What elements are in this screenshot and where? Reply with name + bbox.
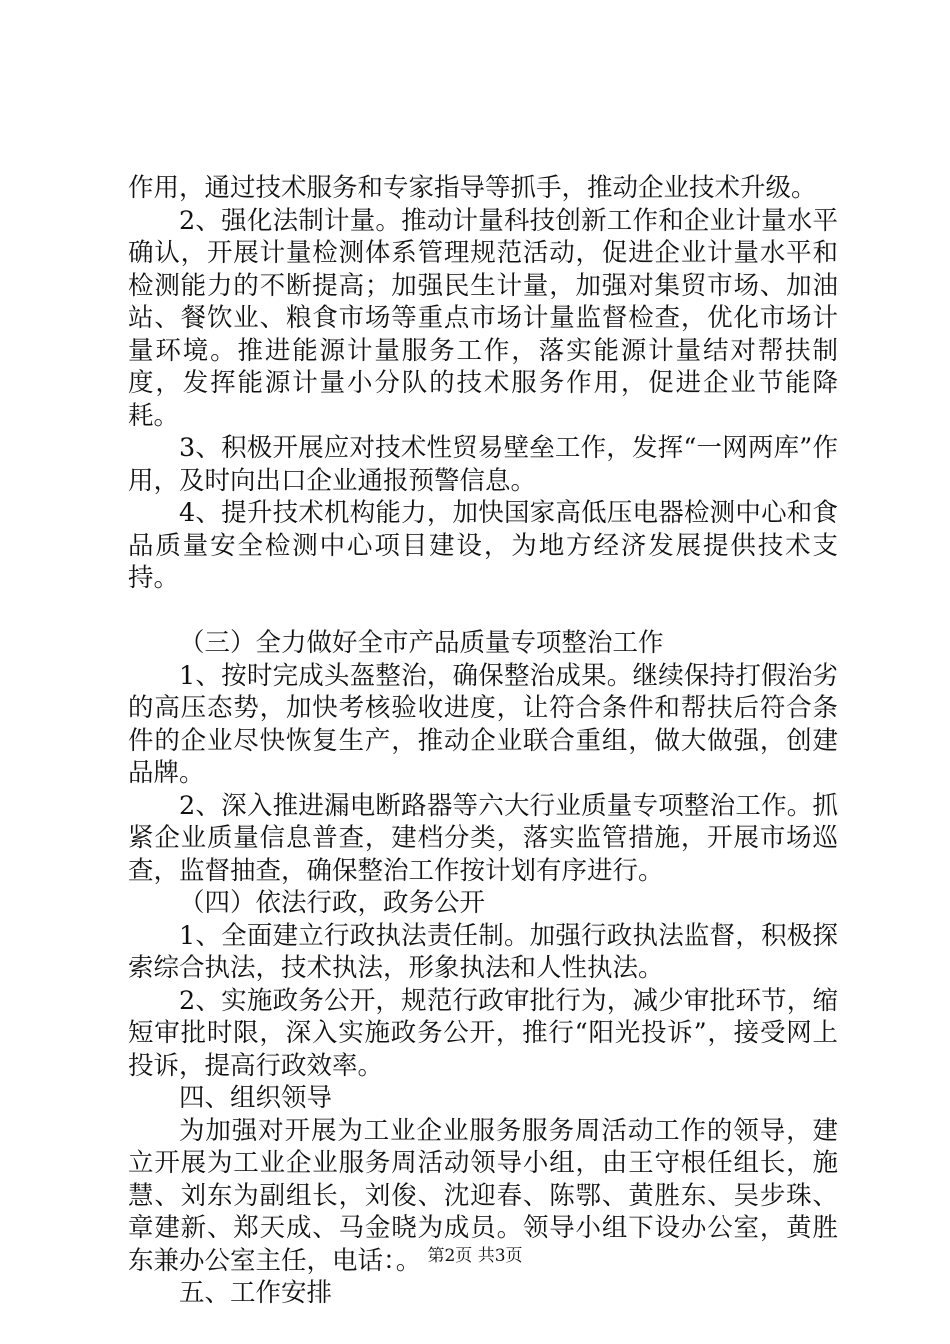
paragraph-government-affairs: 2、实施政务公开，规范行政审批行为，减少审批环节，缩短审批时限，深入实施政务公开，推行“阳光投诉”，接受网上投诉，提高行政效率。 <box>128 985 838 1081</box>
paragraph-technical-capacity: 4、提升技术机构能力，加快国家高低压电器检测中心和食品质量安全检测中心项目建设，为地方经济发展提供技术支持。 <box>128 498 838 593</box>
section-heading-leadership: 四、组织领导 <box>179 1083 333 1113</box>
paragraph-legal-metrology: 2、强化法制计量。推动计量科技创新工作和企业计量水平确认，开展计量检测体系管理规范活动，促进企业计量水平和检测能力的不断提高；加强民生计量，加强对集贸市场、加油站、餐饮业、粮食市场等重点市场计量监督检查，优化市场计量环境。推进能源计量服务工作，落实能源计量结对帮扶制度，发挥能源计量小分队的技术服务作用，促进企业节能降耗。 <box>128 205 838 431</box>
page-number-footer: 第2页 共3页 <box>427 1246 523 1266</box>
paragraph-gap <box>128 595 838 628</box>
paragraph-breaker-rectification: 2、深入推进漏电断路器等六大行业质量专项整治工作。抓紧企业质量信息普查，建档分类，落实监管措施，开展市场巡查，监督抽查，确保整治工作按计划有序进行。 <box>128 790 838 886</box>
section-heading-work-arrangement: 五、工作安排 <box>179 1278 333 1308</box>
paragraph-law-enforcement: 1、全面建立行政执法责任制。加强行政执法监督，积极探索综合执法，技术执法，形象执法和人性执法。 <box>128 920 838 983</box>
section-heading-administration: （四）依法行政，政务公开 <box>179 888 486 918</box>
paragraph-continuation: 作用，通过技术服务和专家指导等抓手，推动企业技术升级。 <box>128 173 817 203</box>
paragraph-leadership-group: 为加强对开展为工业企业服务服务周活动工作的领导，建立开展为工业企业服务周活动领导小组，由王守根任组长，施慧、刘东为副组长，刘俊、沈迎春、陈鄂、黄胜东、吴步珠、章建新、郑天成、马金晓为成员。领导小组下设办公室，黄胜东兼办公室主任，电话：。 <box>128 1115 838 1276</box>
paragraph-helmet-rectification: 1、按时完成头盔整治，确保整治成果。继续保持打假治劣的高压态势，加快考核验收进度，让符合条件和帮扶后符合条件的企业尽快恢复生产，推动企业联合重组，做大做强，创建品牌。 <box>128 660 838 788</box>
section-heading-quality-rectification: （三）全力做好全市产品质量专项整治工作 <box>179 628 664 658</box>
document-body <box>128 172 838 1310</box>
paragraph-trade-barrier: 3、积极开展应对技术性贸易壁垒工作，发挥“一网两库”作用，及时向出口企业通报预警信息。 <box>128 433 838 496</box>
